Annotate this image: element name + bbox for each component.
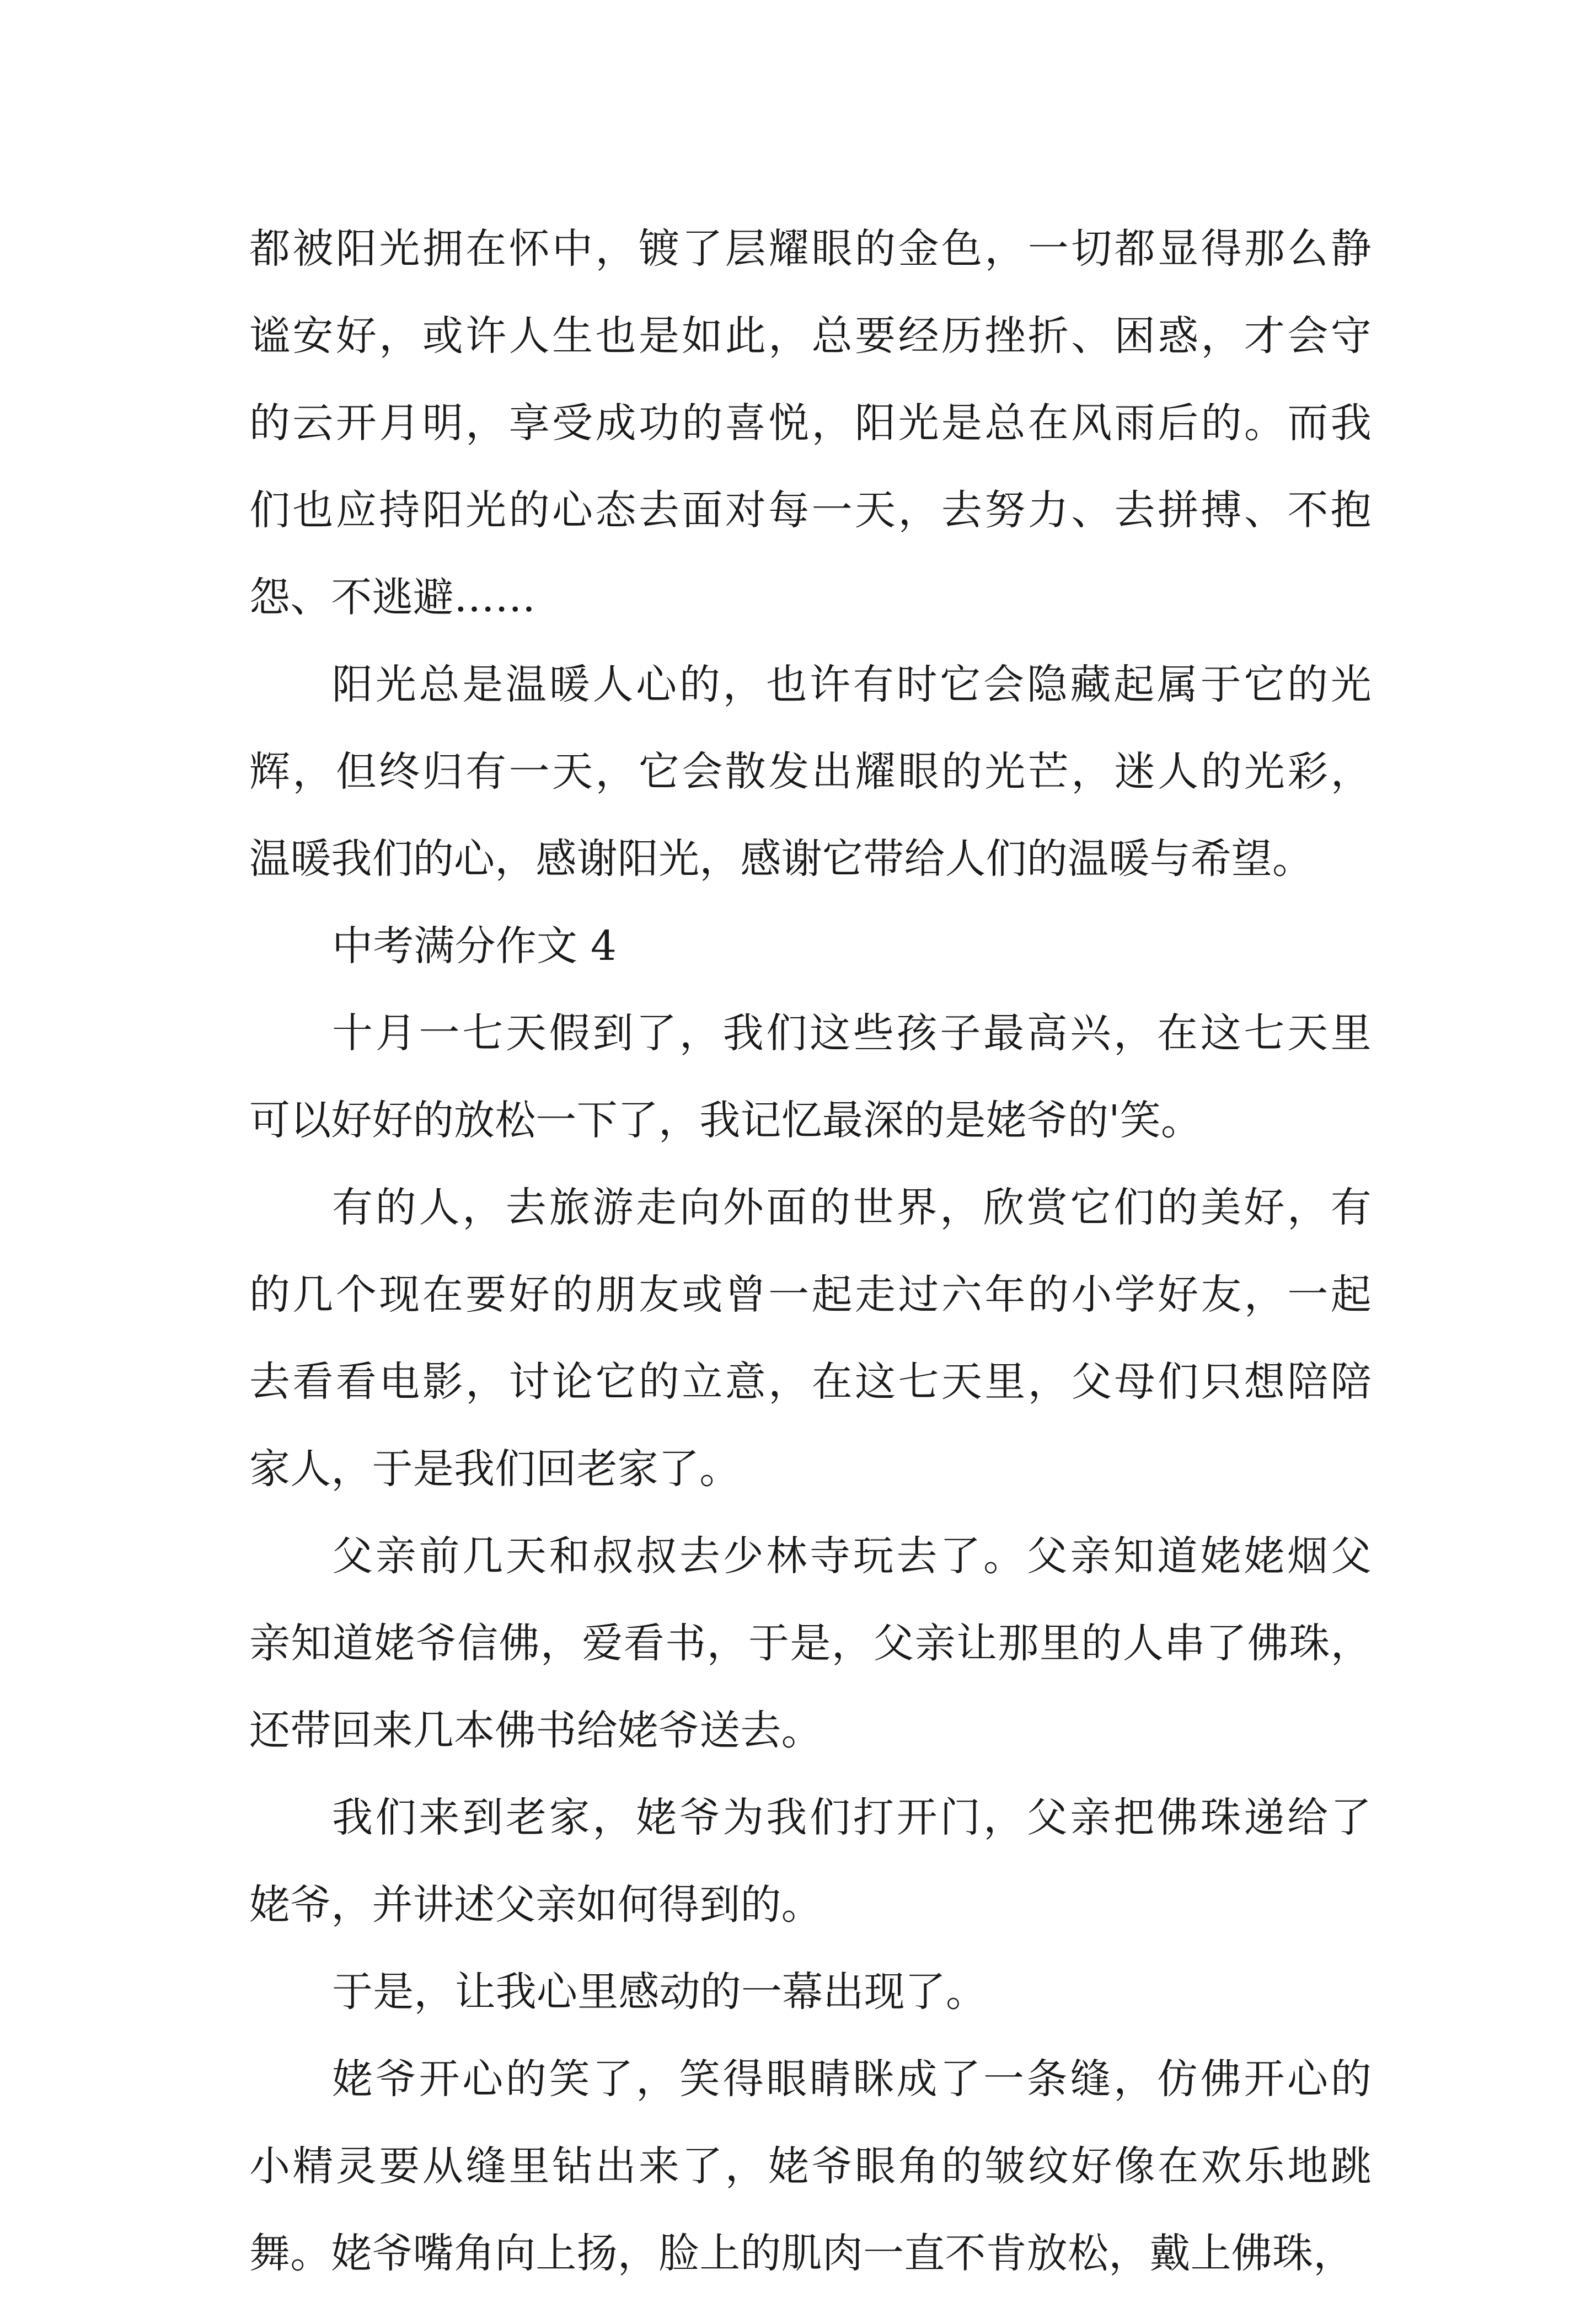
- text-line: 阳光总是温暖人心的，也许有时它会隐藏起属于它的光: [332, 661, 1372, 708]
- text-line: 于是，让我心里感动的一幕出现了。: [332, 1968, 987, 2016]
- text-line: 温暖我们的心，感谢阳光，感谢它带给人们的温暖与希望。: [249, 835, 1314, 883]
- text-line: 家人，于是我们回老家了。: [249, 1445, 741, 1493]
- document-body: [249, 205, 1372, 2297]
- text-line: 我们来到老家，姥爷为我们打开门，父亲把佛珠递给了: [332, 1794, 1372, 1841]
- text-line: 父亲前几天和叔叔去少林寺玩去了。父亲知道姥姥烟父: [332, 1532, 1372, 1580]
- paragraph: [249, 1513, 1372, 1774]
- text-line: 辉，但终归有一天，它会散发出耀眼的光芒，迷人的光彩，: [249, 748, 1372, 795]
- paragraph: [249, 902, 1372, 990]
- text-line: 都被阳光拥在怀中，镀了层耀眼的金色，一切都显得那么静: [249, 225, 1372, 273]
- text-line: 中考满分作文 4: [332, 922, 617, 970]
- text-line: 小精灵要从缝里钻出来了，姥爷眼角的皱纹好像在欢乐地跳: [249, 2143, 1372, 2190]
- text-line: 去看看电影，讨论它的立意，在这七天里，父母们只想陪陪: [249, 1358, 1372, 1406]
- text-line: 怨、不逃避……: [249, 574, 536, 621]
- paragraph: [249, 641, 1372, 902]
- text-line: 的几个现在要好的朋友或曾一起走过六年的小学好友，一起: [249, 1271, 1372, 1318]
- text-line: 可以好好的放松一下了，我记忆最深的是姥爷的'笑。: [249, 1097, 1202, 1144]
- paragraph: [249, 1774, 1372, 1948]
- text-line: 还带回来几本佛书给姥爷送去。: [249, 1707, 822, 1754]
- text-line: 们也应持阳光的心态去面对每一天，去努力、去拼搏、不抱: [249, 487, 1372, 534]
- text-line: 姥爷开心的笑了，笑得眼睛眯成了一条缝，仿佛开心的: [332, 2055, 1372, 2103]
- paragraph: [249, 1164, 1372, 1513]
- paragraph: [249, 1948, 1372, 2036]
- text-line: 谧安好，或许人生也是如此，总要经历挫折、困惑，才会守: [249, 312, 1372, 360]
- text-line: 亲知道姥爷信佛，爱看书，于是，父亲让那里的人串了佛珠，: [249, 1620, 1372, 1667]
- paragraph: [249, 990, 1372, 1164]
- text-line: 的云开月明，享受成功的喜悦，阳光是总在风雨后的。而我: [249, 399, 1372, 447]
- text-line: 有的人，去旅游走向外面的世界，欣赏它们的美好，有: [332, 1184, 1372, 1231]
- paragraph: [249, 205, 1372, 641]
- text-line: 十月一七天假到了，我们这些孩子最高兴，在这七天里: [332, 1009, 1372, 1057]
- text-line: 舞。姥爷嘴角向上扬，脸上的肌肉一直不肯放松，戴上佛珠，: [249, 2230, 1354, 2277]
- text-line: 姥爷，并讲述父亲如何得到的。: [249, 1881, 822, 1929]
